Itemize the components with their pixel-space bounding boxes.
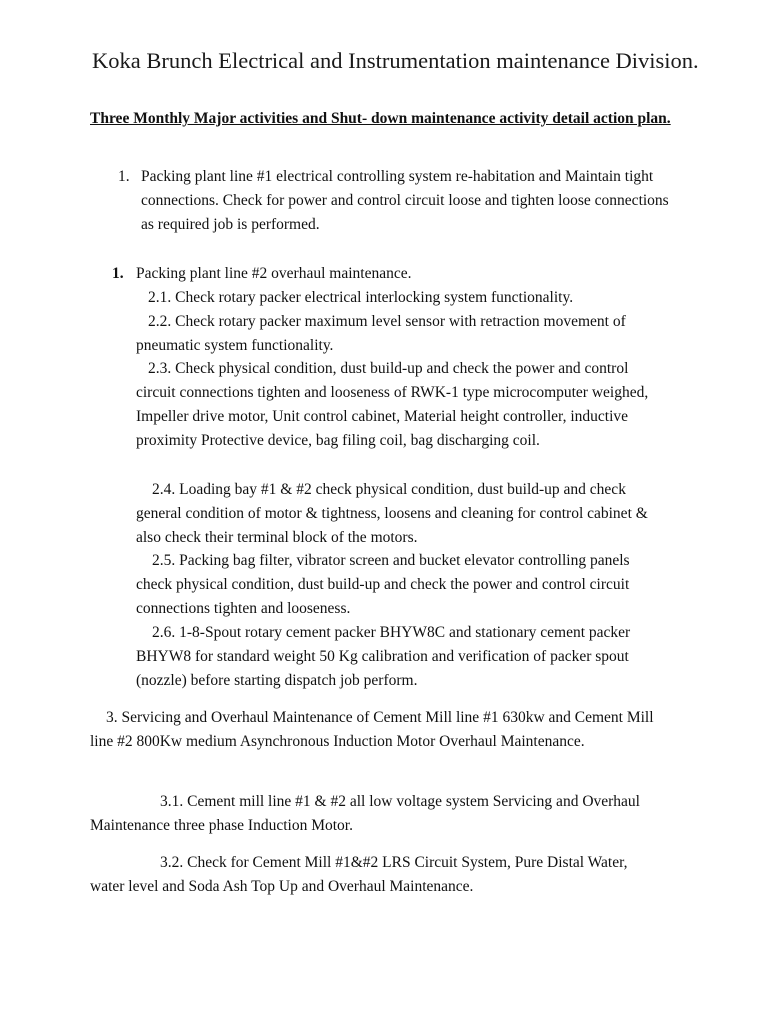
item-1-number: 1.	[118, 168, 130, 185]
item-2-6: 2.6. 1-8-Spout rotary cement packer BHYW8C and stationary cement packer BHYW8 for standard weight 50 Kg calibration and verification of packer spout (nozzle) before starting dispatch job perform.	[136, 624, 631, 689]
item-2-2: 2.2. Check rotary packer maximum level sensor with retraction movement of pneumatic system functionality.	[136, 313, 626, 354]
document-subtitle: Three Monthly Major activities and Shut- down maintenance activity detail action plan.	[90, 110, 671, 127]
item-3-text: 3. Servicing and Overhaul Maintenance of Cement Mill line #1 630kw and Cement Mill line #2 800Kw medium Asynchronous Induction Motor Overhaul Maintenance.	[90, 709, 654, 750]
item-3-1: 3.1. Cement mill line #1 & #2 all low voltage system Servicing and Overhaul Maintenance three phase Induction Motor.	[90, 793, 640, 834]
item-2-5: 2.5. Packing bag filter, vibrator screen and bucket elevator controlling panels check physical condition, dust build-up and check the power and control circuit connections tighten and looseness.	[136, 552, 630, 617]
item-2-4: 2.4. Loading bay #1 & #2 check physical condition, dust build-up and check general condition of motor & tightness, loosens and cleaning for control cabinet & also check their terminal block of the motors.	[136, 481, 648, 546]
document-title: Koka Brunch Electrical and Instrumentation maintenance Division.	[92, 48, 699, 73]
item-2-text: Packing plant line #2 overhaul maintenance.	[136, 265, 412, 282]
item-2-3: 2.3. Check physical condition, dust build-up and check the power and control circuit connections tighten and looseness of RWK-1 type microcomputer weighed, Impeller drive motor, Unit control cabinet, Material height controller, inductive proximity Protective device, bag filing coil, bag discharging coil.	[136, 360, 649, 449]
item-3-2: 3.2. Check for Cement Mill #1&#2 LRS Circuit System, Pure Distal Water, water level and Soda Ash Top Up and Overhaul Maintenance.	[90, 854, 628, 895]
item-2-1: 2.1. Check rotary packer electrical interlocking system functionality.	[148, 289, 574, 306]
item-2-number: 1.	[112, 265, 124, 282]
item-1-text: Packing plant line #1 electrical controlling system re-habitation and Maintain tight connections. Check for power and control circuit loose and tighten loose connections as required job is performed.	[141, 168, 669, 233]
